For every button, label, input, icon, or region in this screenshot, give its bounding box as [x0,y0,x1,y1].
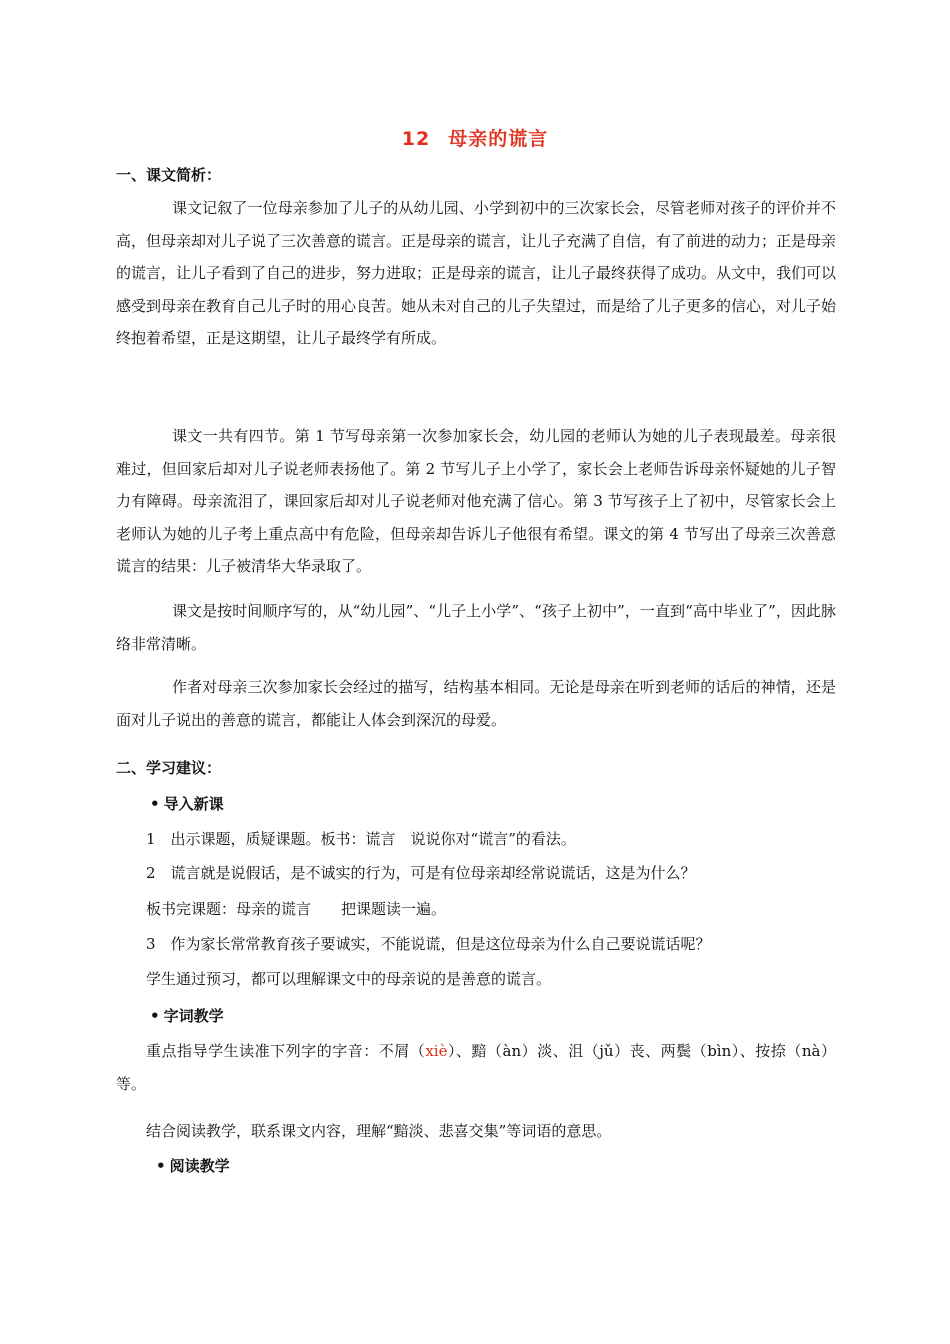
analysis-paragraph-1: 课文记叙了一位母亲参加了儿子的从幼儿园、小学到初中的三次家长会，尽管老师对孩子的评价并不高，但母亲却对儿子说了三次善意的谎言。正是母亲的谎言，让儿子充满了自信，有了前进的动力；正是母亲的谎言，让儿子看到了自己的进步，努力进取；正是母亲的谎言，让儿子最终获得了成功。从文中，我们可以感受到母亲在教育自己儿子时的用心良苦。她从未对自己的儿子失望过，而是给了儿子更多的信心，对儿子始终抱着希望，正是这期望，让儿子最终学有所成。 [116,199,837,347]
analysis-paragraph-3: 课文是按时间顺序写的，从“幼儿园”、“儿子上小学”、“孩子上初中”，一直到“高中毕业了”，因此脉络非常清晰。 [116,602,836,653]
intro-line-2: 2 谎言就是说假话，是不诚实的行为，可是有位母亲却经常说谎话，这是为什么？ [146,864,696,882]
pinyin-text-post: ）、黯（àn）淡、沮（jǔ）丧、两鬓（bìn）、按捺（nà）等。 [116,1042,836,1093]
analysis-paragraph-2: 课文一共有四节。第 1 节写母亲第一次参加家长会，幼儿园的老师认为她的儿子表现最差。母亲很难过，但回家后却对儿子说老师表扬他了。第 2 节写儿子上小学了，家长会上老师告诉母亲怀疑她的儿子智力有障碍。母亲流泪了，课回家后却对儿子说老师对他充满了信心。第 3 节写孩子上了初中，尽管家长会上老师认为她的儿子考上重点高中有危险，但母亲却告诉儿子他很有希望。课文的第 4 节写出了母亲三次善意谎言的结果：儿子被清华大华录取了。 [116,427,836,575]
bullet-vocabulary-label: 字词教学 [163,1007,224,1025]
bullet-intro [150,793,224,814]
bullet-dot: • [150,795,160,813]
bullet-reading [156,1155,230,1176]
intro-line-4: 3 作为家长常常教育孩子要诚实，不能说谎，但是这位母亲为什么自己要说谎话呢？ [146,935,711,953]
pinyin-highlight: xiè [425,1042,448,1060]
bullet-reading-label: 阅读教学 [169,1157,230,1175]
intro-line-1: 1 出示课题，质疑课题。板书：谎言 说说你对“谎言”的看法。 [146,830,576,848]
page-title [0,124,950,151]
lesson-title: 母亲的谎言 [448,128,549,150]
vocabulary-pinyin-paragraph [116,1035,836,1101]
vocabulary-line-2: 结合阅读教学，联系课文内容，理解“黯淡、悲喜交集”等词语的意思。 [146,1122,612,1140]
lesson-number: 12 [401,128,431,150]
section-heading-suggestions: 二、学习建议： [116,759,222,777]
analysis-paragraph-4: 作者对母亲三次参加家长会经过的描写，结构基本相同。无论是母亲在听到老师的话后的神情，还是面对儿子说出的善意的谎言，都能让人体会到深沉的母爱。 [116,678,836,729]
section-heading-analysis: 一、课文简析： [116,166,222,184]
intro-line-3: 板书完课题：母亲的谎言 把课题读一遍。 [146,900,447,918]
bullet-intro-label: 导入新课 [163,795,224,813]
bullet-vocabulary [150,1005,224,1026]
bullet-dot: • [156,1157,166,1175]
intro-line-5: 学生通过预习，都可以理解课文中的母亲说的是善意的谎言。 [146,970,552,988]
bullet-dot: • [150,1007,160,1025]
pinyin-text-pre: 重点指导学生读准下列字的字音：不屑（ [146,1042,426,1060]
